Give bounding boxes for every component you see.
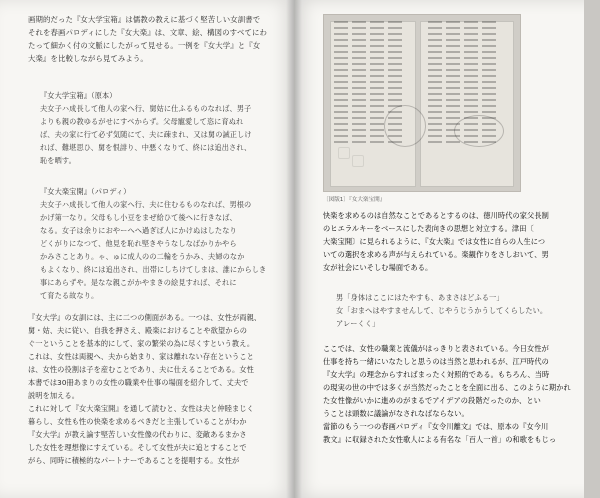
section2-line: どくがりになつて、他見を恥れ堅きやうなしなばかりかやら bbox=[40, 239, 237, 248]
section1-title: 『女大学宝箱』（原本） bbox=[40, 91, 117, 100]
right-body-line: た女性像がいかに進めのがまるでアイデアの段階だったのか、とい bbox=[323, 396, 541, 405]
left-intro-line: 大楽』を比較しながら見てみよう。 bbox=[28, 54, 148, 63]
quote-line: 女「おまへはやすませんして、じやうじうかうしてくらしたい。 bbox=[336, 306, 548, 315]
left-body-line: した女性を理想像にすえている。そして女性が夫に追とすることで bbox=[28, 443, 247, 452]
right-body-line: 快楽を求めるのは自然なことであるとするのは、徳川時代の家父長制 bbox=[323, 211, 549, 220]
illustration-figure-shape bbox=[384, 105, 426, 147]
illustration-object bbox=[352, 155, 364, 167]
right-body-line: いての選択を求める声が与えられている。楽観作りをさしおいて、男 bbox=[323, 250, 549, 259]
left-body-line: 舅・姑、夫に従い、自我を押さえ、殿楽におけることや欲望からの bbox=[28, 326, 248, 335]
right-body-line: 教文』に収録された女性歌人による有名な「百人一首」の和歌をもじっ bbox=[323, 435, 557, 444]
page-edge-shadow bbox=[584, 0, 600, 498]
left-body-line: 『女大学』の女訓には、主に二つの側面がある。一つは、女性が両親、 bbox=[28, 313, 262, 322]
left-body-line: 本書では30冊あまりの女性の職業や仕事の場面を紹介して、丈夫で bbox=[28, 378, 249, 387]
book-gutter-shadow bbox=[286, 0, 302, 498]
section2-line: かみさことあり。ゃ、ゅに成人のの二輪をうかみ、夫婦のなか bbox=[40, 252, 245, 261]
left-intro-line: 画期的だった『女大学宝箱』は儒教の教えに基づく堅苦しい女訓書で bbox=[28, 15, 261, 24]
right-body-line: 女が社会にいそしむ場面である。 bbox=[323, 263, 433, 272]
illustration-text-column bbox=[428, 21, 442, 143]
left-body-line: 暮らし、女性も性の快楽を求めるべきだと主張していることがわか bbox=[28, 417, 247, 426]
section2-line: 事にあらずや。是なな親こがかやまきの絵見すれば、それに bbox=[40, 278, 237, 287]
section1-line: れば、難堪思ひ、舅を恨誹り、中悪くなりて、終には追出され、 bbox=[40, 143, 252, 152]
illustration-object bbox=[338, 147, 350, 159]
right-body-line: 『女大学』の理念からすればまったく対照的である。もちろん、当時 bbox=[323, 370, 550, 379]
right-body-line: の現実の世の中では多くが当然だったことを全面に出る、このように期かれ bbox=[323, 383, 571, 392]
right-body-line: 當節のもう一つの春画パロディ『女令川離文』では、原本の『女今川 bbox=[323, 422, 549, 431]
left-body-line: これに対して『女大楽宝開』を通して読むと、女性は夫と仲睦まじく bbox=[28, 404, 254, 413]
woodblock-illustration bbox=[323, 14, 521, 192]
section2-line: かげ第一なり。父母もし小豆をまぜ給ひて後へに行きなば、 bbox=[40, 213, 237, 222]
quote-line: 男「身体はここにはたやすも、あまさはどふる一」 bbox=[336, 293, 504, 302]
section2-title: 『女大楽宝開』（パロディ） bbox=[40, 187, 131, 196]
illustration-text-column bbox=[352, 21, 366, 143]
section2-line: て育たる故なり。 bbox=[40, 291, 99, 300]
quote-line: アレーくく」 bbox=[336, 319, 380, 328]
left-intro-line: それを春画パロディにした『女大楽』は、文章、絵、構図のすべてにわ bbox=[28, 28, 267, 37]
section2-line: なる。女子は余りにおやーへへ過ぎば人にかけぬはしたなり bbox=[40, 226, 237, 235]
section1-line: よりも親の教ゆるがせにすべからず。父母寵愛して恣に育ぬれ bbox=[40, 117, 244, 126]
illustration-drape-shape bbox=[454, 115, 504, 147]
left-body-line: 説明を加える。 bbox=[28, 391, 80, 400]
illustration-text-column bbox=[370, 21, 384, 143]
section1-line: 恥を晒す。 bbox=[40, 156, 76, 165]
right-body-line: ここでは、女性の職業と流儀がはっきりと表されている。今日女性が bbox=[323, 344, 549, 353]
section1-line: ば、夫の家に行て必ず気随にて、夫に疎まれ、又は舅の誡正しけ bbox=[40, 130, 252, 139]
section2-line: 夫女子ハ成長して他人の家へ行、夫に住むるものなれば、男根の bbox=[40, 200, 252, 209]
left-body-line: 『女大学』が教え論す堅苦しい女性像の代わりに、変敵あるまかさ bbox=[28, 430, 247, 439]
left-body-line: がら、同時に積極的なパートナーであることを提唱する。女性が bbox=[28, 456, 240, 465]
figure-caption: 〔図版1〕『女大楽宝開』 bbox=[323, 197, 386, 203]
left-body-line: ぐ一ということを基本的にして、家の繁栄の為に尽くすという教え。 bbox=[28, 339, 255, 348]
right-body-line: のヒエラルキーをベースにした表向きの思想と対立する。津田〔 bbox=[323, 224, 534, 233]
right-body-line: 大楽宝開〕に見られるように、『女大楽』では女性に自らの人生につ bbox=[323, 237, 546, 246]
left-page bbox=[0, 0, 294, 498]
right-body-line: 仕事を持ち一緒にいなたしと思うのは当然と思われるが、江戸時代の bbox=[323, 357, 549, 366]
left-body-line: これは、女性は両親へ、夫から始まり、家は離れない存在ということ bbox=[28, 352, 254, 361]
section2-line: もよくなり、終には追出され、出帯にしちけてしまは、誰にからしき bbox=[40, 265, 267, 274]
section1-line: 夫女子ハ成長して他人の家へ行、舅姑に仕ふるものなれば、男子 bbox=[40, 104, 252, 113]
left-body-line: は、女性の役割は子を産むことであり、夫に仕えることである。女性 bbox=[28, 365, 254, 374]
left-intro-line: たって細かく付の文脈にしたがって見せる。一例を『女大学』と『女 bbox=[28, 41, 261, 50]
illustration-text-column bbox=[334, 21, 348, 143]
right-body-line: うことは頭数に議論がなされなばならない。 bbox=[323, 409, 469, 418]
